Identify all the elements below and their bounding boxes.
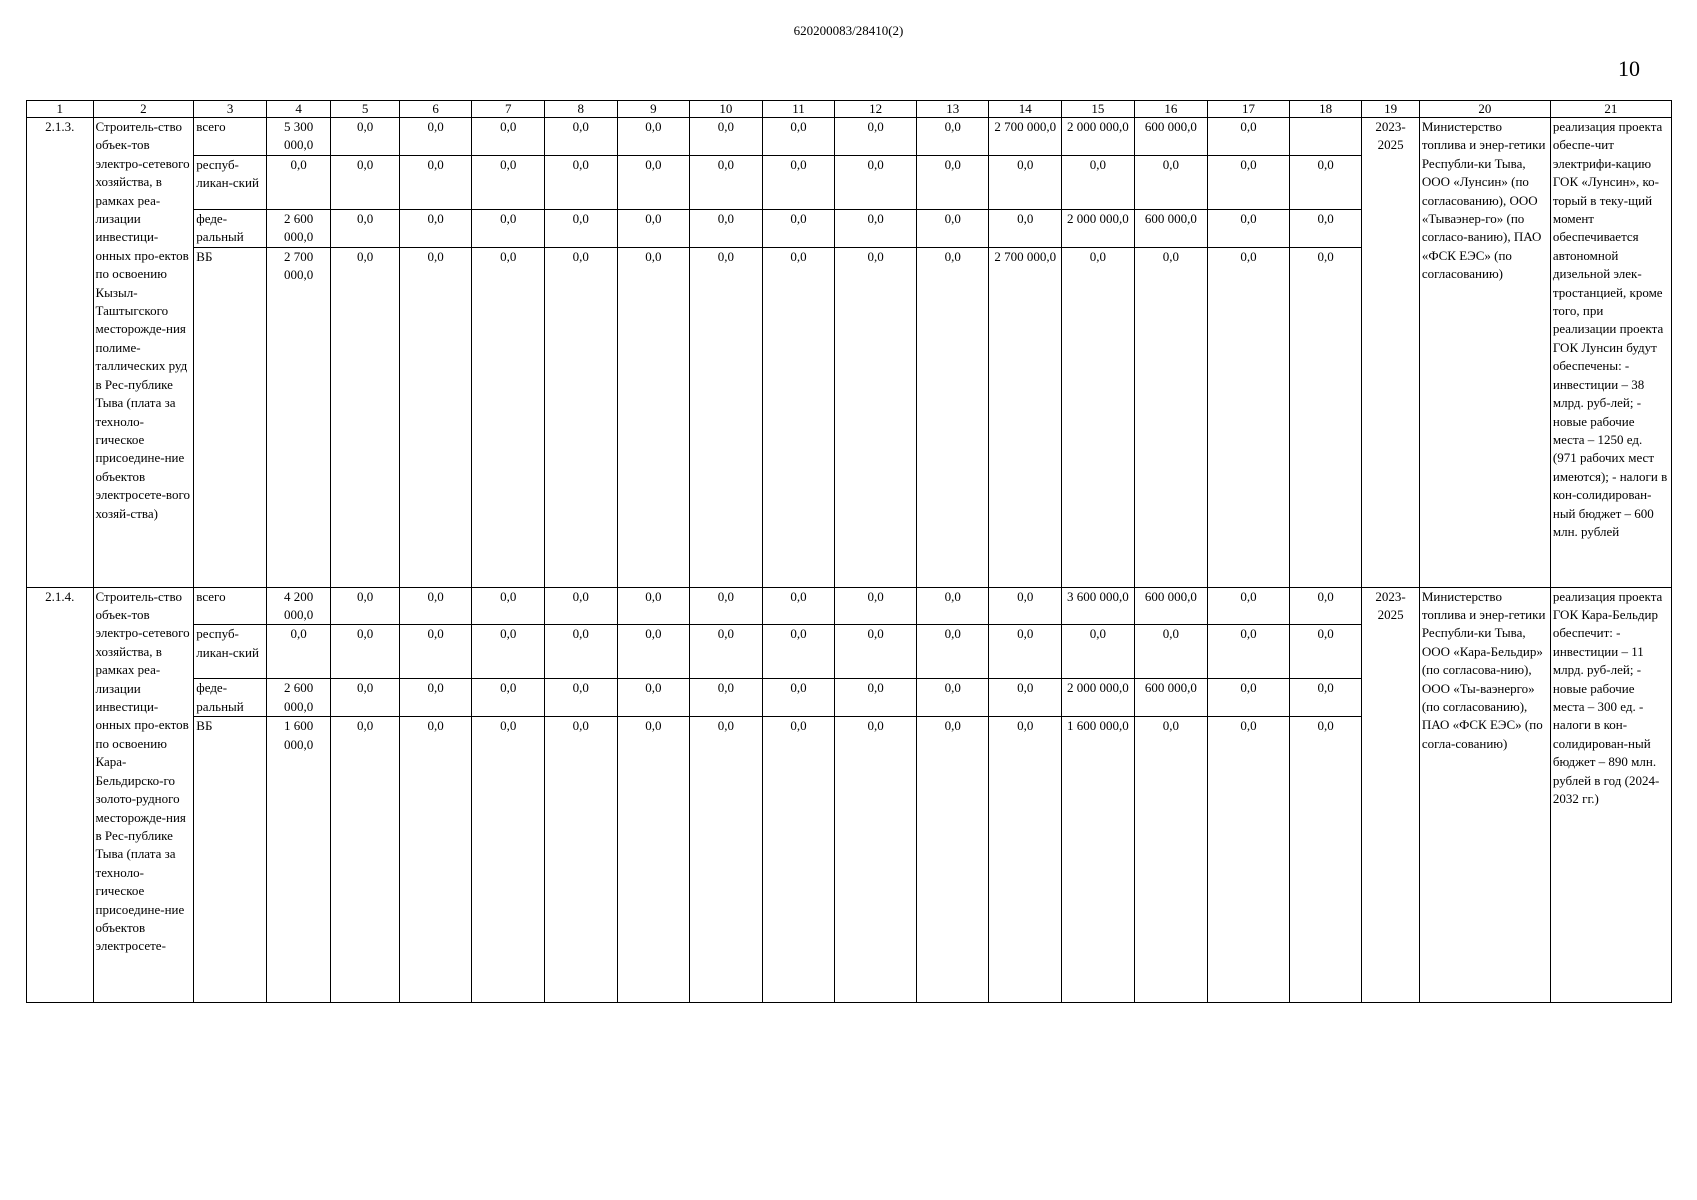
value-cell-col-6: 0,0 (399, 209, 472, 247)
value-cell-col-15: 2 000 000,0 (1062, 209, 1135, 247)
value-cell-col-4: 2 600 000,0 (266, 209, 331, 247)
column-number-9: 9 (617, 101, 690, 118)
value-cell-col-16: 600 000,0 (1134, 209, 1208, 247)
value-cell-col-18: 0,0 (1289, 679, 1362, 717)
funding-source: ВБ (194, 247, 267, 587)
value-cell-col-9: 0,0 (617, 587, 690, 625)
column-number-8: 8 (545, 101, 618, 118)
value-cell-col-8: 0,0 (545, 717, 618, 1003)
value-cell-col-18: 0,0 (1289, 717, 1362, 1003)
value-cell-col-11: 0,0 (762, 717, 835, 1003)
value-cell-col-10: 0,0 (690, 679, 763, 717)
value-cell-col-11: 0,0 (762, 209, 835, 247)
value-cell-col-13: 0,0 (916, 118, 989, 156)
value-cell-col-4: 1 600 000,0 (266, 717, 331, 1003)
funding-source: всего (194, 587, 267, 625)
value-cell-col-6: 0,0 (399, 717, 472, 1003)
value-cell-col-12: 0,0 (835, 209, 917, 247)
value-cell-col-11: 0,0 (762, 247, 835, 587)
value-cell-col-18: 0,0 (1289, 209, 1362, 247)
column-number-20: 20 (1419, 101, 1550, 118)
value-cell-col-17: 0,0 (1208, 587, 1290, 625)
value-cell-col-9: 0,0 (617, 209, 690, 247)
table-row (27, 118, 1672, 156)
value-cell-col-17: 0,0 (1208, 679, 1290, 717)
expected-results: реализация проекта обеспе-чит электрифи-кацию ГОК «Лунсин», ко-торый в теку-щий момент обеспечивается автономной дизельной элек-тростанцией, кроме того, при реализации проекта ГОК Лунсин будут обеспечены: - инвестиции – 38 млрд. руб-лей; - новые рабочие места – 1250 ед. (971 рабочих мест имеются); - налоги в кон-солидирован-ный бюджет – 600 млн. рублей (1550, 118, 1671, 588)
value-cell-col-11: 0,0 (762, 679, 835, 717)
column-number-19: 19 (1362, 101, 1419, 118)
value-cell-col-6: 0,0 (399, 679, 472, 717)
value-cell-col-14: 2 700 000,0 (989, 118, 1062, 156)
value-cell-col-7: 0,0 (472, 247, 545, 587)
column-number-4: 4 (266, 101, 331, 118)
column-number-3: 3 (194, 101, 267, 118)
value-cell-col-12: 0,0 (835, 155, 917, 209)
column-number-12: 12 (835, 101, 917, 118)
item-number: 2.1.4. (27, 587, 94, 1003)
value-cell-col-17: 0,0 (1208, 155, 1290, 209)
column-number-7: 7 (472, 101, 545, 118)
value-cell-col-9: 0,0 (617, 679, 690, 717)
value-cell-col-8: 0,0 (545, 587, 618, 625)
value-cell-col-9: 0,0 (617, 118, 690, 156)
value-cell-col-17: 0,0 (1208, 717, 1290, 1003)
value-cell-col-14: 0,0 (989, 679, 1062, 717)
value-cell-col-18: 0,0 (1289, 247, 1362, 587)
value-cell-col-8: 0,0 (545, 118, 618, 156)
value-cell-col-7: 0,0 (472, 717, 545, 1003)
program-table (26, 100, 1672, 1003)
value-cell-col-15: 3 600 000,0 (1062, 587, 1135, 625)
column-number-1: 1 (27, 101, 94, 118)
value-cell-col-16: 0,0 (1134, 717, 1208, 1003)
value-cell-col-6: 0,0 (399, 155, 472, 209)
implementation-period: 2023-2025 (1362, 118, 1419, 588)
value-cell-col-5: 0,0 (331, 717, 400, 1003)
value-cell-col-9: 0,0 (617, 625, 690, 679)
column-number-10: 10 (690, 101, 763, 118)
value-cell-col-16: 600 000,0 (1134, 118, 1208, 156)
value-cell-col-7: 0,0 (472, 679, 545, 717)
value-cell-col-10: 0,0 (690, 717, 763, 1003)
value-cell-col-7: 0,0 (472, 118, 545, 156)
value-cell-col-15: 0,0 (1062, 625, 1135, 679)
value-cell-col-12: 0,0 (835, 717, 917, 1003)
value-cell-col-14: 0,0 (989, 155, 1062, 209)
value-cell-col-10: 0,0 (690, 625, 763, 679)
column-number-17: 17 (1208, 101, 1290, 118)
value-cell-col-15: 2 000 000,0 (1062, 118, 1135, 156)
expected-results: реализация проекта ГОК Кара-Бельдир обеспечит: - инвестиции – 11 млрд. руб-лей; - новые рабочие места – 300 ед. - налоги в кон-солидирован-ный бюджет – 890 млн. рублей в год (2024-2032 гг.) (1550, 587, 1671, 1003)
value-cell-col-14: 2 700 000,0 (989, 247, 1062, 587)
value-cell-col-4: 0,0 (266, 155, 331, 209)
value-cell-col-14: 0,0 (989, 587, 1062, 625)
value-cell-col-4: 2 700 000,0 (266, 247, 331, 587)
value-cell-col-17: 0,0 (1208, 209, 1290, 247)
value-cell-col-18: 0,0 (1289, 587, 1362, 625)
value-cell-col-14: 0,0 (989, 209, 1062, 247)
value-cell-col-4: 5 300 000,0 (266, 118, 331, 156)
value-cell-col-8: 0,0 (545, 209, 618, 247)
funding-source: феде-ральный (194, 679, 267, 717)
column-number-21: 21 (1550, 101, 1671, 118)
value-cell-col-12: 0,0 (835, 587, 917, 625)
column-number-15: 15 (1062, 101, 1135, 118)
value-cell-col-10: 0,0 (690, 209, 763, 247)
value-cell-col-5: 0,0 (331, 118, 400, 156)
value-cell-col-15: 1 600 000,0 (1062, 717, 1135, 1003)
value-cell-col-4: 2 600 000,0 (266, 679, 331, 717)
value-cell-col-11: 0,0 (762, 118, 835, 156)
implementation-period: 2023-2025 (1362, 587, 1419, 1003)
value-cell-col-8: 0,0 (545, 679, 618, 717)
value-cell-col-11: 0,0 (762, 625, 835, 679)
value-cell-col-4: 4 200 000,0 (266, 587, 331, 625)
value-cell-col-13: 0,0 (916, 247, 989, 587)
value-cell-col-17: 0,0 (1208, 625, 1290, 679)
column-number-row (27, 101, 1672, 118)
value-cell-col-18: 0,0 (1289, 155, 1362, 209)
value-cell-col-16: 600 000,0 (1134, 679, 1208, 717)
value-cell-col-10: 0,0 (690, 155, 763, 209)
value-cell-col-11: 0,0 (762, 587, 835, 625)
value-cell-col-18: 0,0 (1289, 625, 1362, 679)
value-cell-col-5: 0,0 (331, 679, 400, 717)
value-cell-col-12: 0,0 (835, 625, 917, 679)
column-number-2: 2 (93, 101, 194, 118)
value-cell-col-5: 0,0 (331, 587, 400, 625)
responsible-executors: Министерство топлива и энер-гетики Республи-ки Тыва, ООО «Кара-Бельдир» (по согласова-нию), ООО «Ты-ваэнерго» (по согласованию), ПАО «ФСК ЕЭС» (по согла-сованию) (1419, 587, 1550, 1003)
value-cell-col-17: 0,0 (1208, 118, 1290, 156)
value-cell-col-14: 0,0 (989, 625, 1062, 679)
value-cell-col-5: 0,0 (331, 247, 400, 587)
value-cell-col-13: 0,0 (916, 717, 989, 1003)
value-cell-col-17: 0,0 (1208, 247, 1290, 587)
value-cell-col-12: 0,0 (835, 679, 917, 717)
value-cell-col-7: 0,0 (472, 155, 545, 209)
value-cell-col-13: 0,0 (916, 679, 989, 717)
value-cell-col-9: 0,0 (617, 155, 690, 209)
value-cell-col-5: 0,0 (331, 155, 400, 209)
value-cell-col-18 (1289, 118, 1362, 156)
item-name: Строитель-ство объек-тов электро-сетевого хозяйства, в рамках реа-лизации инвестици-онных про-ектов по освоению Кара-Бельдирско-го золото-рудного месторожде-ния в Рес-публике Тыва (плата за техноло-гическое присоедине-ние объектов электросете- (93, 587, 194, 1003)
item-name: Строитель-ство объек-тов электро-сетевого хозяйства, в рамках реа-лизации инвестици-онных про-ектов по освоению Кызыл-Таштыгского месторожде-ния полиме-таллических руд в Рес-публике Тыва (плата за техноло-гическое присоедине-ние объектов электросете-вого хозяй-ства) (93, 118, 194, 588)
column-number-13: 13 (916, 101, 989, 118)
funding-source: ВБ (194, 717, 267, 1003)
column-number-16: 16 (1134, 101, 1208, 118)
value-cell-col-6: 0,0 (399, 118, 472, 156)
value-cell-col-10: 0,0 (690, 587, 763, 625)
value-cell-col-13: 0,0 (916, 587, 989, 625)
value-cell-col-15: 2 000 000,0 (1062, 679, 1135, 717)
value-cell-col-10: 0,0 (690, 247, 763, 587)
value-cell-col-13: 0,0 (916, 209, 989, 247)
value-cell-col-9: 0,0 (617, 247, 690, 587)
value-cell-col-7: 0,0 (472, 587, 545, 625)
value-cell-col-13: 0,0 (916, 155, 989, 209)
item-number: 2.1.3. (27, 118, 94, 588)
value-cell-col-15: 0,0 (1062, 155, 1135, 209)
funding-source: респуб-ликан-ский (194, 155, 267, 209)
value-cell-col-12: 0,0 (835, 247, 917, 587)
value-cell-col-4: 0,0 (266, 625, 331, 679)
column-number-14: 14 (989, 101, 1062, 118)
value-cell-col-6: 0,0 (399, 625, 472, 679)
value-cell-col-12: 0,0 (835, 118, 917, 156)
value-cell-col-8: 0,0 (545, 625, 618, 679)
value-cell-col-9: 0,0 (617, 717, 690, 1003)
column-number-5: 5 (331, 101, 400, 118)
value-cell-col-8: 0,0 (545, 247, 618, 587)
value-cell-col-6: 0,0 (399, 247, 472, 587)
value-cell-col-6: 0,0 (399, 587, 472, 625)
value-cell-col-11: 0,0 (762, 155, 835, 209)
funding-source: всего (194, 118, 267, 156)
funding-source: респуб-ликан-ский (194, 625, 267, 679)
responsible-executors: Министерство топлива и энер-гетики Республи-ки Тыва, ООО «Лунсин» (по согласованию), ООО «Тываэнер-го» (по согласо-ванию), ПАО «ФСК ЕЭС» (по согласованию) (1419, 118, 1550, 588)
value-cell-col-8: 0,0 (545, 155, 618, 209)
page-number: 10 (1618, 56, 1640, 81)
value-cell-col-15: 0,0 (1062, 247, 1135, 587)
column-number-6: 6 (399, 101, 472, 118)
value-cell-col-16: 0,0 (1134, 155, 1208, 209)
value-cell-col-16: 0,0 (1134, 625, 1208, 679)
document-number: 620200083/28410(2) (793, 23, 904, 38)
column-number-18: 18 (1289, 101, 1362, 118)
value-cell-col-5: 0,0 (331, 209, 400, 247)
value-cell-col-7: 0,0 (472, 625, 545, 679)
funding-source: феде-ральный (194, 209, 267, 247)
value-cell-col-14: 0,0 (989, 717, 1062, 1003)
value-cell-col-16: 600 000,0 (1134, 587, 1208, 625)
value-cell-col-7: 0,0 (472, 209, 545, 247)
value-cell-col-5: 0,0 (331, 625, 400, 679)
table-row (27, 587, 1672, 625)
column-number-11: 11 (762, 101, 835, 118)
value-cell-col-13: 0,0 (916, 625, 989, 679)
value-cell-col-10: 0,0 (690, 118, 763, 156)
value-cell-col-16: 0,0 (1134, 247, 1208, 587)
